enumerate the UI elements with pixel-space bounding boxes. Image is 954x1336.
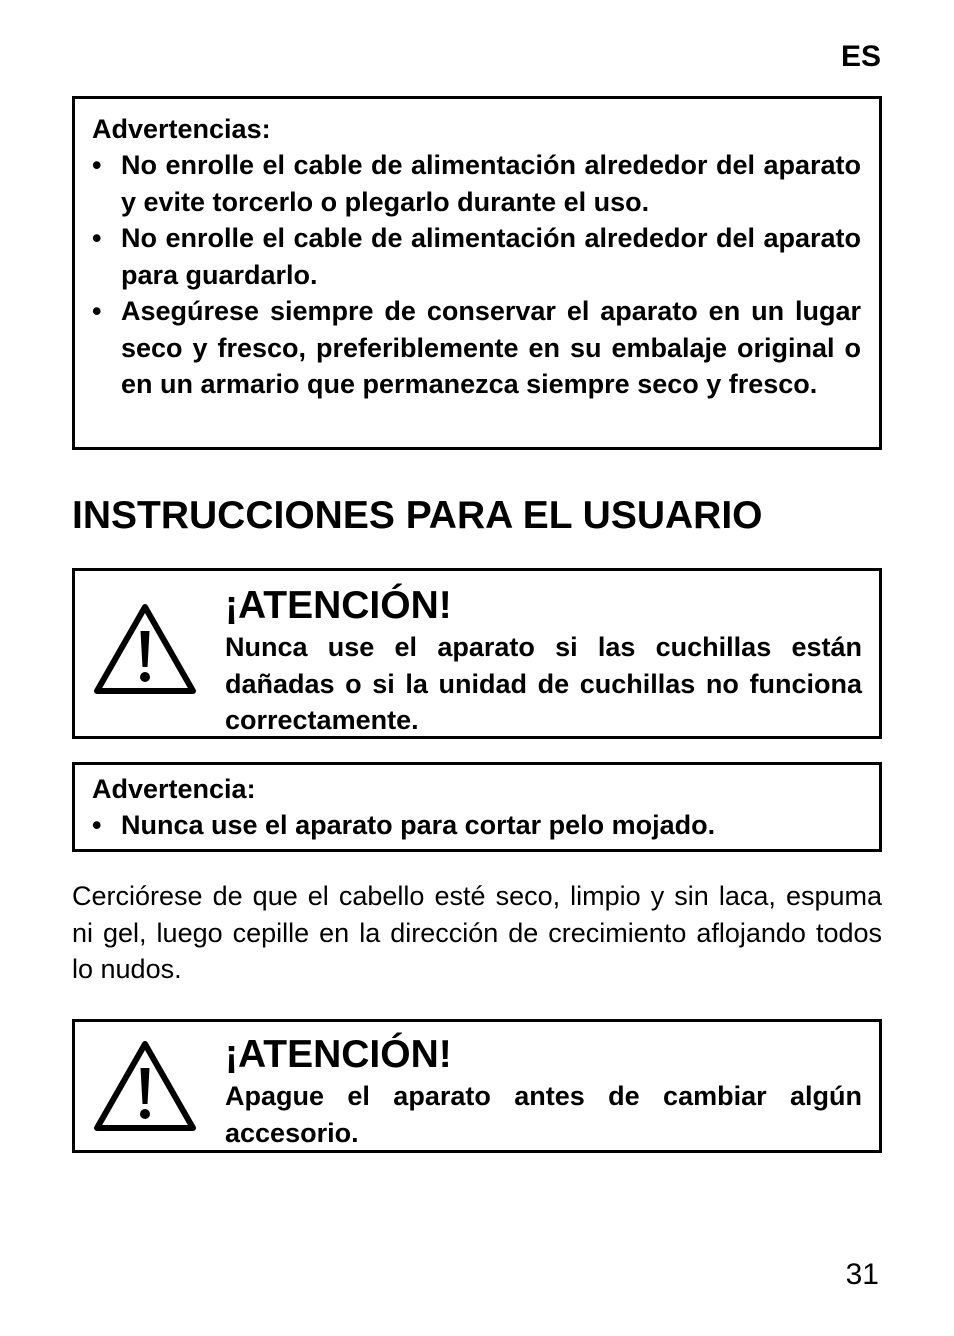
warnings-title: Advertencias: — [92, 114, 271, 144]
attention-text: Apague el aparato antes de cambiar algún accesorio. — [225, 1081, 862, 1148]
warning-triangle-icon — [91, 601, 199, 697]
list-item: • No enrolle el cable de alimentación alrededor del aparato para guardarlo. — [92, 220, 861, 293]
list-item: • Nunca use el aparato para cortar pelo mojado. — [92, 807, 861, 844]
attention-title: ¡ATENCIÓN! — [225, 584, 452, 627]
bullet: • — [92, 810, 102, 840]
warnings-box — [72, 96, 882, 450]
bullet: • — [92, 223, 102, 253]
attention-box-accessory — [72, 1019, 882, 1153]
warning-list — [92, 807, 861, 844]
warning-box-wet-hair — [72, 762, 882, 852]
warning-title: Advertencia: — [92, 774, 256, 804]
instructions-paragraph: Cerciórese de que el cabello esté seco, limpio y sin laca, espuma ni gel, luego cepille en la dirección de crecimiento aflojando todos lo nudos. — [72, 881, 882, 984]
language-code: ES — [840, 40, 881, 73]
attention-title: ¡ATENCIÓN! — [225, 1033, 452, 1076]
list-item: • No enrolle el cable de alimentación alrededor del aparato y evite torcerlo o plegarlo durante el uso. — [92, 147, 861, 220]
attention-box-blades — [72, 568, 882, 739]
list-item: • Asegúrese siempre de conservar el aparato en un lugar seco y fresco, preferiblemente en su embalaje original o en un armario que permanezca siempre seco y fresco. — [92, 293, 861, 403]
bullet: • — [92, 296, 102, 326]
page-number: 31 — [845, 1258, 879, 1291]
bullet: • — [92, 150, 102, 180]
warnings-list — [92, 147, 861, 403]
warning-triangle-icon — [91, 1038, 199, 1134]
attention-text: Nunca use el aparato si las cuchillas están dañadas o si la unidad de cuchillas no funciona correctamente. — [225, 632, 862, 735]
section-heading: INSTRUCCIONES PARA EL USUARIO — [72, 494, 763, 537]
